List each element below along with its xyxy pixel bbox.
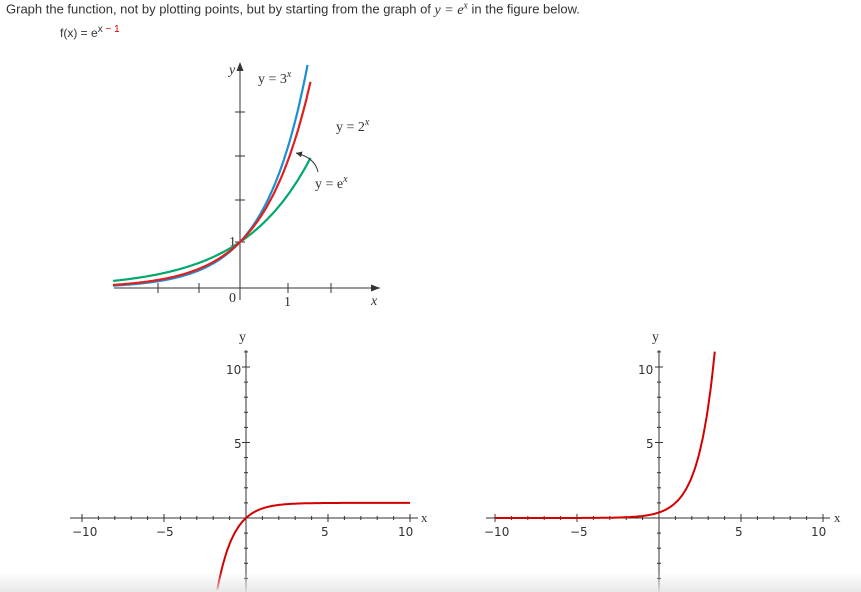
- ref-ticks: [158, 112, 331, 293]
- choice-graph-1: [70, 330, 428, 592]
- choice1-x-tick-10: 10: [398, 525, 414, 539]
- ref-x-arrow-icon: [371, 285, 380, 292]
- question-math: $y = e^x$: [434, 0, 468, 18]
- function-exp: x: [97, 24, 103, 35]
- function-lhs: f(x) = e: [60, 26, 98, 40]
- choice2-x-tick-5: 5: [735, 525, 743, 539]
- curve-ex: [113, 82, 310, 285]
- choice1-y-tick-10: 10: [226, 363, 242, 377]
- ref-y-label: y: [229, 63, 236, 78]
- choice1-x-label: x: [421, 510, 428, 525]
- choice1-x-tick-5: 5: [321, 525, 329, 539]
- label-ex: $y = e^x$: [315, 174, 348, 192]
- ref-x-label: x: [371, 294, 378, 309]
- question-prefix: Graph the function, not by plotting points, but by starting from the graph of: [6, 1, 431, 17]
- choice1-y-tick-5: 5: [234, 437, 242, 451]
- choice2-y-label: y: [652, 330, 659, 345]
- ref-origin-label: 0: [229, 291, 236, 306]
- bottom-fade: [0, 572, 861, 592]
- curve-3x: [113, 65, 307, 286]
- reference-graph: [113, 62, 380, 310]
- choice2-y-tick-10: 10: [638, 363, 654, 377]
- choice1-x-tick-neg10: −10: [72, 525, 98, 539]
- ref-y-tick-1: 1: [229, 235, 236, 250]
- choice2-x-tick-10: 10: [811, 525, 827, 539]
- function-exp-answer: − 1: [102, 24, 120, 35]
- choice2-x-tick-neg5: −5: [570, 525, 588, 539]
- choice2-x-tick-neg10: −10: [484, 525, 510, 539]
- choice2-x-label: x: [834, 510, 841, 525]
- choice1-x-tick-neg5: −5: [156, 525, 174, 539]
- ref-y-arrow-icon: [237, 62, 244, 71]
- label-3x: $y = 3^x$: [258, 69, 292, 87]
- ref-x-tick-1: 1: [284, 295, 291, 310]
- choice-graph-2: [484, 330, 841, 592]
- choice1-y-label: y: [239, 330, 246, 345]
- choice2-curve[interactable]: [495, 352, 715, 518]
- question-suffix: in the figure below.: [471, 1, 580, 17]
- label-2x: $y = 2^x$: [336, 117, 370, 135]
- choice2-y-tick-5: 5: [646, 437, 654, 451]
